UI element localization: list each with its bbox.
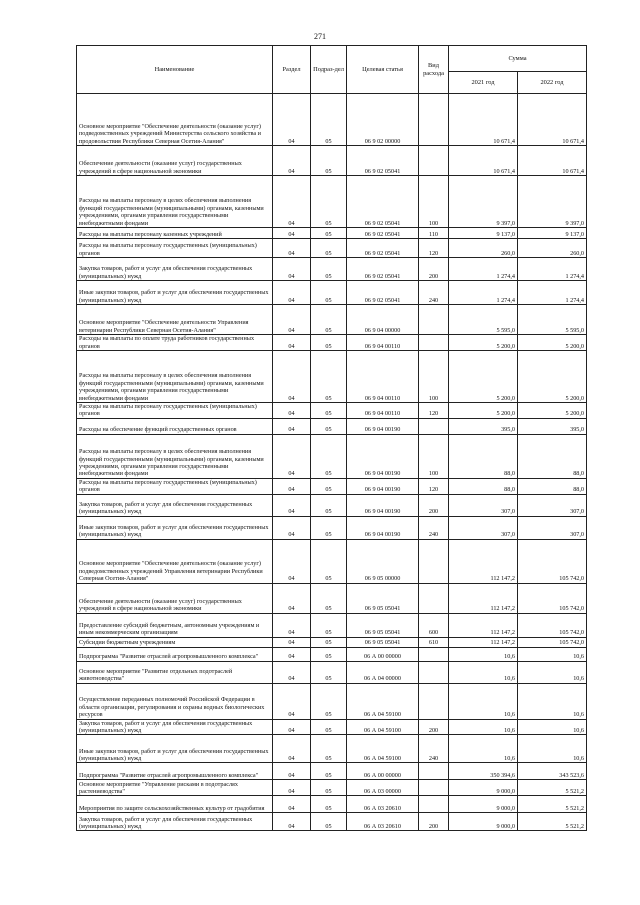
row-sum-2022: 10 671,4 bbox=[518, 146, 587, 176]
row-name: Расходы на выплаты персоналу в целях обеспечения выполнения функций государственными (муниципальными) органами, казенными учреждениями, органами управления государственными внебюджетными фондами bbox=[77, 176, 273, 228]
table-row bbox=[77, 661, 587, 683]
row-razdel: 04 bbox=[273, 228, 311, 239]
header-name: Наименование bbox=[77, 46, 273, 94]
row-target: 06 А 04 59100 bbox=[347, 683, 419, 719]
row-target: 06 9 04 00190 bbox=[347, 434, 419, 478]
row-vid: 120 bbox=[419, 239, 449, 258]
row-vid bbox=[419, 335, 449, 351]
row-razdel: 04 bbox=[273, 239, 311, 258]
row-target: 06 9 04 00110 bbox=[347, 351, 419, 403]
row-vid: 120 bbox=[419, 403, 449, 419]
row-name: Субсидии бюджетным учреждениям bbox=[77, 637, 273, 647]
row-vid: 240 bbox=[419, 281, 449, 305]
row-sum-2022: 260,0 bbox=[518, 239, 587, 258]
row-target: 06 9 04 00000 bbox=[347, 305, 419, 335]
table-row bbox=[77, 281, 587, 305]
row-vid bbox=[419, 763, 449, 780]
table-body bbox=[77, 94, 587, 831]
row-target: 06 А 00 00000 bbox=[347, 763, 419, 780]
row-podrazdel: 05 bbox=[311, 305, 347, 335]
row-podrazdel: 05 bbox=[311, 583, 347, 613]
row-razdel: 04 bbox=[273, 351, 311, 403]
row-sum-2021: 9 137,0 bbox=[449, 228, 518, 239]
row-podrazdel: 05 bbox=[311, 661, 347, 683]
row-sum-2022: 307,0 bbox=[518, 494, 587, 516]
row-podrazdel: 05 bbox=[311, 516, 347, 539]
row-sum-2022: 105 742,0 bbox=[518, 583, 587, 613]
row-sum-2021: 9 000,0 bbox=[449, 813, 518, 831]
row-razdel: 04 bbox=[273, 683, 311, 719]
row-sum-2022: 9 137,0 bbox=[518, 228, 587, 239]
row-sum-2022: 10,6 bbox=[518, 719, 587, 735]
row-target: 06 9 04 00110 bbox=[347, 335, 419, 351]
row-podrazdel: 05 bbox=[311, 258, 347, 281]
table-row bbox=[77, 239, 587, 258]
row-razdel: 04 bbox=[273, 539, 311, 583]
table-row bbox=[77, 403, 587, 419]
header-podrazdel: Подраз-дел bbox=[311, 46, 347, 94]
row-vid: 200 bbox=[419, 258, 449, 281]
table-row bbox=[77, 539, 587, 583]
row-name: Обеспечение деятельности (оказание услуг) государственных учреждений в сфере национальной экономики bbox=[77, 583, 273, 613]
row-sum-2022: 5 521,2 bbox=[518, 780, 587, 796]
row-vid bbox=[419, 683, 449, 719]
row-target: 06 9 05 05041 bbox=[347, 583, 419, 613]
row-podrazdel: 05 bbox=[311, 335, 347, 351]
budget-table bbox=[76, 45, 587, 831]
row-sum-2022: 105 742,0 bbox=[518, 613, 587, 637]
row-name: Закупка товаров, работ и услуг для обеспечения государственных (муниципальных) нужд bbox=[77, 258, 273, 281]
row-razdel: 04 bbox=[273, 516, 311, 539]
row-name: Обеспечение деятельности (оказание услуг) государственных учреждений в сфере национальной экономики bbox=[77, 146, 273, 176]
row-sum-2021: 9 000,0 bbox=[449, 780, 518, 796]
row-sum-2022: 5 200,0 bbox=[518, 403, 587, 419]
row-podrazdel: 05 bbox=[311, 494, 347, 516]
row-name: Расходы на выплаты персоналу государственных (муниципальных) органов bbox=[77, 403, 273, 419]
row-podrazdel: 05 bbox=[311, 418, 347, 434]
row-vid: 240 bbox=[419, 735, 449, 763]
row-name: Подпрограмма "Развитие отраслей агропромышленного комплекса" bbox=[77, 763, 273, 780]
table-row bbox=[77, 94, 587, 146]
row-target: 06 9 02 05041 bbox=[347, 258, 419, 281]
row-target: 06 А 04 00000 bbox=[347, 661, 419, 683]
row-name: Осуществление переданных полномочий Российской Федерации в области организации, регулирования и охраны водных биологических ресурсов bbox=[77, 683, 273, 719]
row-sum-2022: 9 397,0 bbox=[518, 176, 587, 228]
row-vid bbox=[419, 661, 449, 683]
row-name: Основное мероприятие "Обеспечение деятельности Управления ветеринарии Республики Северная Осетия-Алания" bbox=[77, 305, 273, 335]
row-sum-2021: 5 200,0 bbox=[449, 335, 518, 351]
row-name: Основное мероприятие "Обеспечение деятельности (оказание услуг) подведомственных учреждений Управления ветеринарии Республики Северная Осетия-Алания" bbox=[77, 539, 273, 583]
row-vid bbox=[419, 305, 449, 335]
row-vid bbox=[419, 780, 449, 796]
row-sum-2021: 112 147,2 bbox=[449, 637, 518, 647]
table-row bbox=[77, 494, 587, 516]
row-podrazdel: 05 bbox=[311, 351, 347, 403]
row-vid: 100 bbox=[419, 434, 449, 478]
row-name: Закупка товаров, работ и услуг для обеспечения государственных (муниципальных) нужд bbox=[77, 494, 273, 516]
row-sum-2022: 10 671,4 bbox=[518, 94, 587, 146]
row-razdel: 04 bbox=[273, 335, 311, 351]
row-podrazdel: 05 bbox=[311, 239, 347, 258]
row-sum-2021: 112 147,2 bbox=[449, 539, 518, 583]
row-name: Иные закупки товаров, работ и услуг для обеспечения государственных (муниципальных) нужд bbox=[77, 735, 273, 763]
row-razdel: 04 bbox=[273, 434, 311, 478]
row-target: 06 9 02 05041 bbox=[347, 281, 419, 305]
table-row bbox=[77, 683, 587, 719]
row-razdel: 04 bbox=[273, 796, 311, 813]
row-razdel: 04 bbox=[273, 403, 311, 419]
row-sum-2022: 10,6 bbox=[518, 683, 587, 719]
row-sum-2022: 88,0 bbox=[518, 478, 587, 494]
row-target: 06 А 04 59100 bbox=[347, 735, 419, 763]
table-row bbox=[77, 583, 587, 613]
row-sum-2021: 112 147,2 bbox=[449, 583, 518, 613]
row-name: Основное мероприятие "Управление рисками в подотраслях растениеводства" bbox=[77, 780, 273, 796]
table-row bbox=[77, 813, 587, 831]
row-sum-2022: 10,6 bbox=[518, 735, 587, 763]
row-razdel: 04 bbox=[273, 146, 311, 176]
row-name: Закупка товаров, работ и услуг для обеспечения государственных (муниципальных) нужд bbox=[77, 813, 273, 831]
row-sum-2021: 5 200,0 bbox=[449, 403, 518, 419]
header-summa: Сумма bbox=[449, 46, 587, 72]
row-podrazdel: 05 bbox=[311, 647, 347, 661]
row-sum-2022: 5 595,0 bbox=[518, 305, 587, 335]
row-name: Иные закупки товаров, работ и услуг для обеспечения государственных (муниципальных) нужд bbox=[77, 281, 273, 305]
row-sum-2022: 5 200,0 bbox=[518, 335, 587, 351]
row-sum-2022: 88,0 bbox=[518, 434, 587, 478]
row-razdel: 04 bbox=[273, 94, 311, 146]
table-row bbox=[77, 351, 587, 403]
table-row bbox=[77, 613, 587, 637]
row-vid: 240 bbox=[419, 516, 449, 539]
row-vid: 200 bbox=[419, 719, 449, 735]
row-vid: 610 bbox=[419, 637, 449, 647]
row-vid bbox=[419, 796, 449, 813]
row-vid bbox=[419, 539, 449, 583]
row-target: 06 А 00 00000 bbox=[347, 647, 419, 661]
row-sum-2022: 343 523,6 bbox=[518, 763, 587, 780]
row-razdel: 04 bbox=[273, 305, 311, 335]
row-razdel: 04 bbox=[273, 258, 311, 281]
row-vid bbox=[419, 418, 449, 434]
row-target: 06 А 03 20610 bbox=[347, 796, 419, 813]
row-sum-2021: 260,0 bbox=[449, 239, 518, 258]
row-sum-2022: 395,0 bbox=[518, 418, 587, 434]
header-razdel: Раздел bbox=[273, 46, 311, 94]
row-target: 06 А 04 59100 bbox=[347, 719, 419, 735]
row-vid: 200 bbox=[419, 813, 449, 831]
row-sum-2021: 88,0 bbox=[449, 434, 518, 478]
row-razdel: 04 bbox=[273, 583, 311, 613]
row-name: Подпрограмма "Развитие отраслей агропромышленного комплекса" bbox=[77, 647, 273, 661]
row-name: Расходы на обеспечение функций государственных органов bbox=[77, 418, 273, 434]
row-razdel: 04 bbox=[273, 494, 311, 516]
table-row bbox=[77, 305, 587, 335]
row-razdel: 04 bbox=[273, 763, 311, 780]
row-name: Расходы на выплаты персоналу государственных (муниципальных) органов bbox=[77, 478, 273, 494]
row-podrazdel: 05 bbox=[311, 478, 347, 494]
row-podrazdel: 05 bbox=[311, 146, 347, 176]
row-target: 06 А 03 20610 bbox=[347, 813, 419, 831]
row-sum-2021: 88,0 bbox=[449, 478, 518, 494]
row-sum-2021: 10,6 bbox=[449, 661, 518, 683]
row-sum-2021: 10,6 bbox=[449, 647, 518, 661]
row-sum-2021: 307,0 bbox=[449, 516, 518, 539]
row-vid bbox=[419, 146, 449, 176]
row-sum-2022: 5 521,2 bbox=[518, 813, 587, 831]
row-podrazdel: 05 bbox=[311, 763, 347, 780]
row-vid: 120 bbox=[419, 478, 449, 494]
row-vid: 600 bbox=[419, 613, 449, 637]
table-row bbox=[77, 434, 587, 478]
row-podrazdel: 05 bbox=[311, 813, 347, 831]
row-target: 06 9 04 00190 bbox=[347, 494, 419, 516]
row-sum-2021: 350 394,6 bbox=[449, 763, 518, 780]
row-name: Расходы на выплаты по оплате труда работников государственных органов bbox=[77, 335, 273, 351]
row-target: 06 9 05 05041 bbox=[347, 637, 419, 647]
row-sum-2021: 10,6 bbox=[449, 719, 518, 735]
row-podrazdel: 05 bbox=[311, 228, 347, 239]
table-row bbox=[77, 796, 587, 813]
table-row bbox=[77, 418, 587, 434]
page-number: 271 bbox=[314, 32, 326, 41]
row-sum-2021: 1 274,4 bbox=[449, 258, 518, 281]
row-name: Основное мероприятие "Развитие отдельных подотраслей животноводства" bbox=[77, 661, 273, 683]
row-name: Расходы на выплаты персоналу государственных (муниципальных) органов bbox=[77, 239, 273, 258]
row-sum-2021: 5 595,0 bbox=[449, 305, 518, 335]
row-podrazdel: 05 bbox=[311, 176, 347, 228]
row-razdel: 04 bbox=[273, 735, 311, 763]
table-row bbox=[77, 719, 587, 735]
row-name: Предоставление субсидий бюджетным, автономным учреждениям и иным некоммерческим организациям bbox=[77, 613, 273, 637]
table-row bbox=[77, 637, 587, 647]
row-razdel: 04 bbox=[273, 613, 311, 637]
table-row bbox=[77, 176, 587, 228]
row-podrazdel: 05 bbox=[311, 539, 347, 583]
row-sum-2022: 5 521,2 bbox=[518, 796, 587, 813]
table-row bbox=[77, 735, 587, 763]
header-2022: 2022 год bbox=[518, 72, 587, 94]
row-razdel: 04 bbox=[273, 176, 311, 228]
table-row bbox=[77, 335, 587, 351]
row-sum-2021: 10,6 bbox=[449, 683, 518, 719]
row-podrazdel: 05 bbox=[311, 735, 347, 763]
row-sum-2021: 1 274,4 bbox=[449, 281, 518, 305]
row-vid bbox=[419, 583, 449, 613]
row-podrazdel: 05 bbox=[311, 281, 347, 305]
row-vid: 110 bbox=[419, 228, 449, 239]
row-target: 06 9 02 05041 bbox=[347, 146, 419, 176]
row-sum-2021: 307,0 bbox=[449, 494, 518, 516]
row-vid: 100 bbox=[419, 351, 449, 403]
row-target: 06 9 04 00190 bbox=[347, 516, 419, 539]
table-row bbox=[77, 780, 587, 796]
row-sum-2022: 10,6 bbox=[518, 647, 587, 661]
header-2021: 2021 год bbox=[449, 72, 518, 94]
row-razdel: 04 bbox=[273, 478, 311, 494]
row-sum-2021: 5 200,0 bbox=[449, 351, 518, 403]
row-razdel: 04 bbox=[273, 719, 311, 735]
row-vid: 200 bbox=[419, 494, 449, 516]
row-target: 06 9 02 05041 bbox=[347, 228, 419, 239]
row-sum-2021: 112 147,2 bbox=[449, 613, 518, 637]
row-podrazdel: 05 bbox=[311, 637, 347, 647]
row-name: Расходы на выплаты персоналу в целях обеспечения выполнения функций государственными (муниципальными) органами, казенными учреждениями, органами управления государственными внебюджетными фондами bbox=[77, 434, 273, 478]
row-sum-2021: 10 671,4 bbox=[449, 94, 518, 146]
row-name: Расходы на выплаты персоналу казенных учреждений bbox=[77, 228, 273, 239]
row-podrazdel: 05 bbox=[311, 613, 347, 637]
row-sum-2022: 105 742,0 bbox=[518, 637, 587, 647]
row-vid: 100 bbox=[419, 176, 449, 228]
row-sum-2022: 10,6 bbox=[518, 661, 587, 683]
row-target: 06 9 02 05041 bbox=[347, 239, 419, 258]
row-sum-2022: 1 274,4 bbox=[518, 281, 587, 305]
row-razdel: 04 bbox=[273, 281, 311, 305]
row-target: 06 9 02 00000 bbox=[347, 94, 419, 146]
row-sum-2021: 10 671,4 bbox=[449, 146, 518, 176]
row-podrazdel: 05 bbox=[311, 796, 347, 813]
row-target: 06 9 02 05041 bbox=[347, 176, 419, 228]
row-razdel: 04 bbox=[273, 647, 311, 661]
table-row bbox=[77, 258, 587, 281]
row-podrazdel: 05 bbox=[311, 94, 347, 146]
row-razdel: 04 bbox=[273, 661, 311, 683]
table-row bbox=[77, 763, 587, 780]
row-sum-2022: 105 742,0 bbox=[518, 539, 587, 583]
row-sum-2021: 9 000,0 bbox=[449, 796, 518, 813]
row-sum-2021: 10,6 bbox=[449, 735, 518, 763]
row-podrazdel: 05 bbox=[311, 434, 347, 478]
row-target: 06 9 05 05041 bbox=[347, 613, 419, 637]
row-podrazdel: 05 bbox=[311, 403, 347, 419]
row-name: Иные закупки товаров, работ и услуг для обеспечения государственных (муниципальных) нужд bbox=[77, 516, 273, 539]
row-sum-2021: 395,0 bbox=[449, 418, 518, 434]
row-target: 06 9 05 00000 bbox=[347, 539, 419, 583]
row-target: 06 А 03 00000 bbox=[347, 780, 419, 796]
row-podrazdel: 05 bbox=[311, 683, 347, 719]
header-vid: Вид расхода bbox=[419, 46, 449, 94]
header-target: Целевая статья bbox=[347, 46, 419, 94]
row-target: 06 9 04 00190 bbox=[347, 478, 419, 494]
row-razdel: 04 bbox=[273, 418, 311, 434]
row-podrazdel: 05 bbox=[311, 719, 347, 735]
row-sum-2021: 9 397,0 bbox=[449, 176, 518, 228]
row-vid bbox=[419, 94, 449, 146]
row-sum-2022: 5 200,0 bbox=[518, 351, 587, 403]
row-vid bbox=[419, 647, 449, 661]
table-row bbox=[77, 478, 587, 494]
row-name: Расходы на выплаты персоналу в целях обеспечения выполнения функций государственными (муниципальными) органами, казенными учреждениями, органами управления государственными внебюджетными фондами bbox=[77, 351, 273, 403]
table-row bbox=[77, 228, 587, 239]
row-sum-2022: 307,0 bbox=[518, 516, 587, 539]
table-row bbox=[77, 647, 587, 661]
row-razdel: 04 bbox=[273, 813, 311, 831]
row-podrazdel: 05 bbox=[311, 780, 347, 796]
row-razdel: 04 bbox=[273, 780, 311, 796]
row-name: Основное мероприятие "Обеспечение деятельности (оказание услуг) подведомственных учреждений Министерства сельского хозяйства и продовольствия Республики Северная Осетия-Алания" bbox=[77, 94, 273, 146]
row-target: 06 9 04 00110 bbox=[347, 403, 419, 419]
row-sum-2022: 1 274,4 bbox=[518, 258, 587, 281]
table-row bbox=[77, 146, 587, 176]
table-row bbox=[77, 516, 587, 539]
row-name: Мероприятия по защите сельскохозяйственных культур от градобития bbox=[77, 796, 273, 813]
row-name: Закупка товаров, работ и услуг для обеспечения государственных (муниципальных) нужд bbox=[77, 719, 273, 735]
row-razdel: 04 bbox=[273, 637, 311, 647]
row-target: 06 9 04 00190 bbox=[347, 418, 419, 434]
